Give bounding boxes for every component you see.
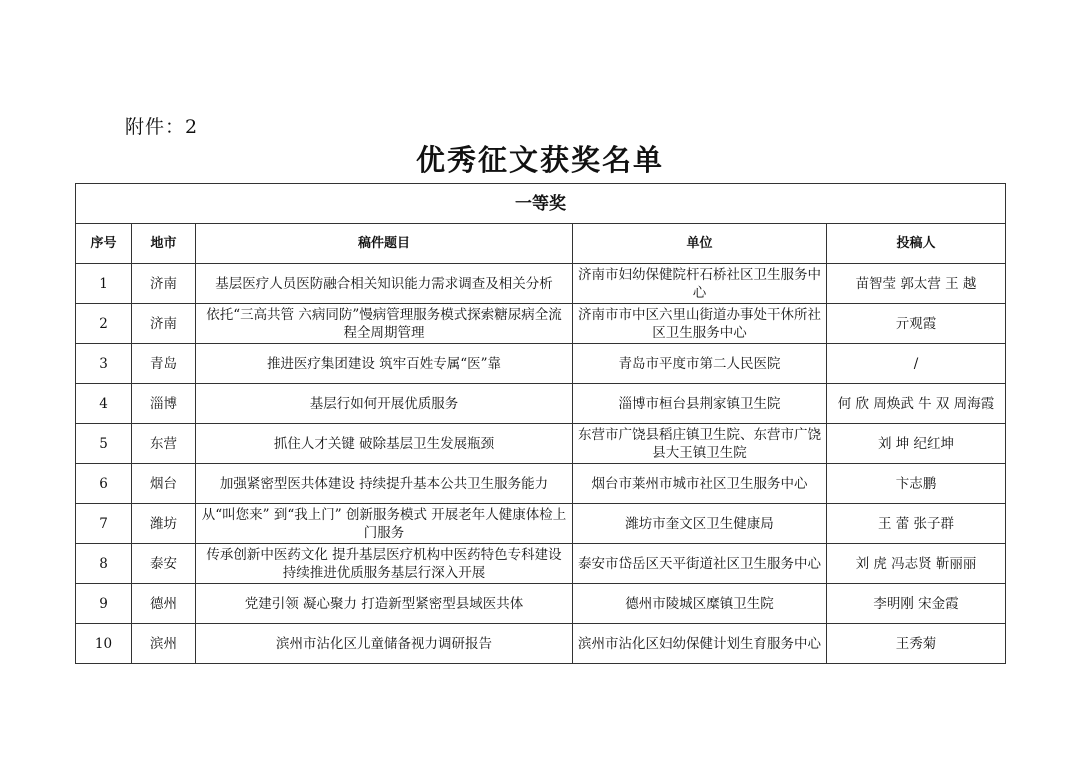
row-topic: 加强紧密型医共体建设 持续提升基本公共卫生服务能力: [196, 464, 573, 504]
row-author: 卞志鹏: [827, 464, 1006, 504]
row-city: 潍坊: [132, 504, 196, 544]
row-city: 泰安: [132, 544, 196, 584]
table-row: [76, 504, 1006, 544]
row-topic: 基层行如何开展优质服务: [196, 384, 573, 424]
row-unit: 青岛市平度市第二人民医院: [573, 344, 827, 384]
row-unit: 滨州市沾化区妇幼保健计划生育服务中心: [573, 624, 827, 664]
row-city: 济南: [132, 304, 196, 344]
row-city: 烟台: [132, 464, 196, 504]
row-topic: 抓住人才关键 破除基层卫生发展瓶颈: [196, 424, 573, 464]
table-row: [76, 304, 1006, 344]
header-city: 地市: [132, 224, 196, 264]
row-no: 2: [76, 304, 132, 344]
row-no: 9: [76, 584, 132, 624]
row-author: 刘 坤 纪红坤: [827, 424, 1006, 464]
row-topic: 基层医疗人员医防融合相关知识能力需求调查及相关分析: [196, 264, 573, 304]
table-row: [76, 624, 1006, 664]
row-city: 东营: [132, 424, 196, 464]
header-topic: 稿件题目: [196, 224, 573, 264]
header-unit: 单位: [573, 224, 827, 264]
header-author: 投稿人: [827, 224, 1006, 264]
row-author: 刘 虎 冯志贤 靳丽丽: [827, 544, 1006, 584]
awards-table: [75, 183, 1006, 664]
prize-row: [76, 184, 1006, 224]
row-no: 6: [76, 464, 132, 504]
row-author: 亓观霞: [827, 304, 1006, 344]
row-topic: 依托“三高共管 六病同防”慢病管理服务模式探索糖尿病全流程全周期管理: [196, 304, 573, 344]
table-row: [76, 384, 1006, 424]
row-unit: 淄博市桓台县荆家镇卫生院: [573, 384, 827, 424]
row-city: 德州: [132, 584, 196, 624]
row-author: 李明刚 宋金霞: [827, 584, 1006, 624]
row-no: 10: [76, 624, 132, 664]
table-row: [76, 264, 1006, 304]
row-unit: 济南市市中区六里山街道办事处干休所社区卫生服务中心: [573, 304, 827, 344]
row-unit: 济南市妇幼保健院杆石桥社区卫生服务中心: [573, 264, 827, 304]
table-row: [76, 584, 1006, 624]
row-no: 3: [76, 344, 132, 384]
attachment-label: 附件：2: [125, 116, 199, 138]
table-row: [76, 424, 1006, 464]
row-city: 济南: [132, 264, 196, 304]
row-no: 1: [76, 264, 132, 304]
table-row: [76, 544, 1006, 584]
row-author: 苗智莹 郭太营 王 越: [827, 264, 1006, 304]
row-city: 滨州: [132, 624, 196, 664]
table-row: [76, 344, 1006, 384]
row-author: 王 蕾 张子群: [827, 504, 1006, 544]
row-no: 7: [76, 504, 132, 544]
row-unit: 东营市广饶县稻庄镇卫生院、东营市广饶县大王镇卫生院: [573, 424, 827, 464]
row-unit: 潍坊市奎文区卫生健康局: [573, 504, 827, 544]
header-row: [76, 224, 1006, 264]
row-no: 5: [76, 424, 132, 464]
row-unit: 泰安市岱岳区天平街道社区卫生服务中心: [573, 544, 827, 584]
row-no: 4: [76, 384, 132, 424]
row-city: 青岛: [132, 344, 196, 384]
table-row: [76, 464, 1006, 504]
row-city: 淄博: [132, 384, 196, 424]
row-topic: 推进医疗集团建设 筑牢百姓专属“医”靠: [196, 344, 573, 384]
row-author: 王秀菊: [827, 624, 1006, 664]
prize-level: 一等奖: [76, 184, 1006, 224]
row-topic: 从“叫您来” 到“我上门” 创新服务模式 开展老年人健康体检上门服务: [196, 504, 573, 544]
row-unit: 德州市陵城区糜镇卫生院: [573, 584, 827, 624]
header-no: 序号: [76, 224, 132, 264]
row-author: 何 欣 周焕武 牛 双 周海霞: [827, 384, 1006, 424]
row-unit: 烟台市莱州市城市社区卫生服务中心: [573, 464, 827, 504]
page-title: 优秀征文获奖名单: [415, 143, 664, 177]
row-topic: 传承创新中医药文化 提升基层医疗机构中医药特色专科建设 持续推进优质服务基层行深入开展: [196, 544, 573, 584]
row-topic: 滨州市沾化区儿童储备视力调研报告: [196, 624, 573, 664]
row-author: /: [827, 344, 1006, 384]
row-topic: 党建引领 凝心聚力 打造新型紧密型县域医共体: [196, 584, 573, 624]
row-no: 8: [76, 544, 132, 584]
